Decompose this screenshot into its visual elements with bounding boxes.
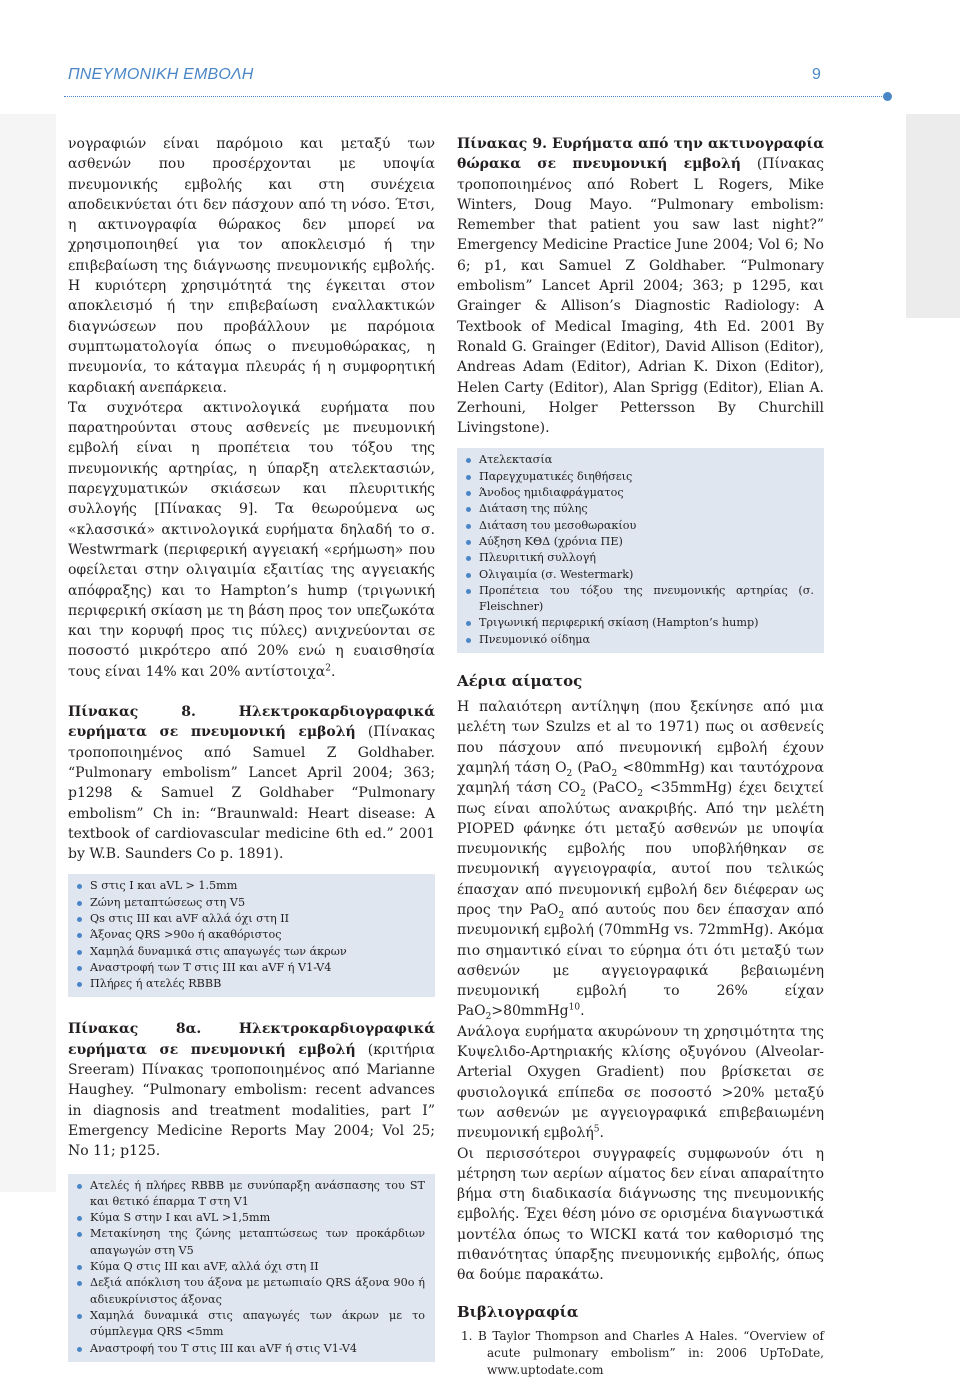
table-9-caption (457, 134, 824, 438)
list-item: Πλήρες ή ατελές RBBB (68, 976, 435, 992)
table-8a-caption (68, 1019, 435, 1161)
table-8-list (68, 874, 435, 997)
right-margin-band (906, 114, 960, 318)
list-item: Προπέτεια του τόξου της πνευμονικής αρτηρίας (σ. Fleischner) (457, 583, 824, 616)
list-item: Άξονας QRS >90ο ή ακαθόριστος (68, 927, 435, 943)
list-item: Τριγωνική περιφερική σκίαση (Hampton’s hump) (457, 615, 824, 631)
list-item: Χαμηλά δυναμικά στις απαγωγές των άκρων (68, 944, 435, 960)
reference-item: 1. B Taylor Thompson and Charles A Hales. “Overview of acute pulmonary embolism” in: 2006 UpToDate, www.uptodate.com (461, 1328, 824, 1377)
list-item: Διάταση του μεσοθωρακίου (457, 518, 824, 534)
list-item: S στις I και aVL > 1.5mm (68, 878, 435, 894)
table-8-source: (Πίνακας τροποποιημένος από Samuel Z Goldhaber. “Pulmonary embolism” Lancet April 2004; 363; p1298 & Samuel Z Goldhaber “Pulmonary embolism” Ch in: “Braunwald: Heart disease: A textbook of cardiovascular medicine 6th ed.” 2001 by W.B. Saunders Co p. 1891). (68, 724, 436, 863)
list-item: Μετακίνηση της ζώνης μεταπτώσεως των προκάρδιων απαγωγών στη V5 (68, 1226, 435, 1259)
list-item: Παρεγχυματικές διηθήσεις (457, 469, 824, 485)
list-item: Ατελές ή πλήρες RBBB με συνύπαρξη ανάσπασης του ST και θετικό έπαρμα T στη V1 (68, 1178, 435, 1211)
section-heading-bibliography: Βιβλιογραφία (457, 1302, 579, 1321)
list-item: Χαμηλά δυναμικά στις απαγωγές των άκρων με το σύμπλεγμα QRS <5mm (68, 1308, 435, 1341)
list-item: Κύμα S στην I και aVL >1,5mm (68, 1210, 435, 1226)
body-paragraph: Οι περισσότεροι συγγραφείς συμφωνούν ότι η μέτρηση των αερίων αίματος δεν είναι απαραίτητο βήμα στη διαδικασία διάγνωσης της πνευμονικής εμβολής. Έχει θέση μόνο σε ορισμένα διαγνωστικά μοντέλα όπως το WICKI κατά τον καθορισμό της πιθανότητας ύπαρξης πνευμονικής εμβολής, όπως θα δούμε παρακάτω. (457, 1145, 824, 1284)
header-rule (64, 96, 888, 97)
table-8-label: Πίνακας 8. Ηλεκτροκαρδιογραφικά ευρήματα σε πνευμονική εμβολή (68, 704, 435, 741)
list-item: Qs στις III και aVF αλλά όχι στη II (68, 911, 435, 927)
table-8-caption (68, 702, 435, 864)
list-item: Πλευριτική συλλογή (457, 550, 824, 566)
list-item: Ζώνη μεταπτώσεως στη V5 (68, 895, 435, 911)
body-paragraph: νογραφιών είναι παρόμοιο και μεταξύ των ασθενών που προσέρχονται με υποψία πνευμονικής εμβολής και στη συνέχεια αποδεικνύεται ότι δεν πάσχουν από τη νόσο. Έτσι, η ακτινογραφία θώρακος δεν μπορεί να χρησιμοποιηθεί για τον αποκλεισμό ή την επιβεβαίωση της διάγνωσης πνευμονικής εμβολής. Η κυριότερη χρησιμότητά της έγκειται στον αποκλεισμό ή την επιβεβαίωση εναλλακτικών διαγνώσεων που προβάλλουν με παρόμοια συμπτωματολογία όπως ο πνευμοθώρακας, η πνευμονία, το κάταγμα πλευράς ή η συμφορητική καρδιακή ανεπάρκεια. (68, 136, 435, 396)
table-8a-label: Πίνακας 8α. Ηλεκτροκαρδιογραφικά ευρήματα σε πνευμονική εμβολή (68, 1021, 435, 1058)
page-number: 9 (812, 66, 821, 83)
left-column (68, 134, 435, 1362)
list-item: Δεξιά απόκλιση του άξονα με μετωπιαίο QRS άξονα 90ο ή αδιευκρίνιστος άξονας (68, 1275, 435, 1308)
section-heading-blood-gas: Αέρια αίματος (457, 672, 583, 691)
list-item: Ατελεκτασία (457, 452, 824, 468)
body-paragraph: Τα συχνότερα ακτινολογικά ευρήματα που παρατηρούνται στους ασθενείς με πνευμονική εμβολή είναι η προπέτεια του τόξου της πνευμονικής αρτηρίας, η ύπαρξη ατελεκτασιών, παρεγχυματικών σκιάσεων και πλευριτικής συλλογής [Πίνακας 9]. Τα θεωρούμενα ως «κλασσικά» ακτινολογικά ευρήματα δηλαδή το σ. Westwrmark (περιφερική αγγειακή «ερήμωση» που οφείλεται στην ολιγαιμία εξαιτίας της αγγειακής απόφραξης) και το Hampton’s hump (τριγωνική περιφερική σκίαση με τη βάση προς τον υπεζωκότα και την κορυφή προς τις πύλες) ανιχνεύονται σε ποσοστό μικρότερο από 20% ενώ η ευαισθησία τους είναι 14% και 20% αντίστοιχα$^2$. (68, 399, 435, 680)
list-item: Άνοδος ημιδιαφράγματος (457, 485, 824, 501)
table-9-label: Πίνακας 9. Ευρήματα από την ακτινογραφία θώρακα σε πνευμονική εμβολή (457, 136, 824, 173)
body-paragraph: Η παλαιότερη αντίληψη (που ξεκίνησε από μια μελέτη των Szulzs et al το 1971) πως οι ασθενείς που πάσχουν από πνευμονική εμβολή έχουν χαμηλή τάση $O_2$ (PaO$_2$ <80mmHg) και ταυτόχρονα χαμηλή τάση $CO_2$ (PaCO$_2$ <35mmHg) έχει δειχτεί πως είναι απολύτως ανακριβής. Από την μελέτη PIOPED φάνηκε ότι μεταξύ ασθενών με υποψία πνευμονικής εμβολής που υποβλήθηκαν σε πνευμονική αγγειογραφία, αυτοί που τελικώς έπασχαν από πνευμονική εμβολή δεν διέφεραν ως προς την PaO$_2$ από αυτούς που δεν έπασχαν από πνευμονική εμβολή (70mmHg vs. 72mmHg). Ακόμα πιο σημαντικό είναι το εύρημα ότι ότι μεταξύ των ασθενών με αγγειογραφικά βεβαιωμένη πνευμονική εμβολή το 26% είχαν PaO$_2$>80mmHg$^{10}$. (457, 699, 824, 1023)
list-item: Αύξηση ΚΘΔ (χρόνια ΠΕ) (457, 534, 824, 550)
table-9-source: (Πίνακας τροποποιημένος από Robert L Rogers, Mike Winters, Doug Mayo. “Pulmonary embolism: Remember that patient you saw last night?” Emergency Medicine Practice June 2004; Vol 6; No 6; p1, και Samuel Z Goldhaber. “Pulmonary embolism” Lancet April 2004; 363; p 1295, και Grainger & Allison’s Diagnostic Radiology: A Textbook of Medical Imaging, 4th Ed. 2001 By Ronald G. Grainger (Editor), David Allison (Editor), Andreas Adam (Editor), Adrian K. Dixon (Editor), Helen Carty (Editor), Alan Sprigg (Editor), Elian A. Zerhouni, Holger Pettersson By Churchill Livingstone). (457, 156, 824, 437)
header-rule-dot (883, 92, 892, 101)
left-margin-band (0, 114, 56, 1192)
list-item: Διάταση της πύλης (457, 501, 824, 517)
list-item: Πνευμονικό οίδημα (457, 632, 824, 648)
table-8a-list (68, 1174, 435, 1362)
list-item: Αναστροφή των T στις III και aVF ή V1-V4 (68, 960, 435, 976)
list-item: Κύμα Q στις III και aVF, αλλά όχι στη II (68, 1259, 435, 1275)
table-9-list (457, 448, 824, 653)
body-paragraph: Ανάλογα ευρήματα ακυρώνουν τη χρησιμότητα της Κυψελιδο-Αρτηριακής κλίσης οξυγόνου (Alveolar-Arterial Oxygen Gradient) που βρίσκεται σε φυσιολογικά επίπεδα σε ποσοστό >20% μεταξύ των ασθενών με αγγειογραφικά επιβεβαιωμένη πνευμονική εμβολή$^5$. (457, 1023, 824, 1142)
running-header-title: ΠΝΕΥΜΟΝΙΚΗ ΕΜΒΟΛΗ (68, 66, 254, 83)
list-item: Αναστροφή του T στις III και aVF ή στις V1-V4 (68, 1341, 435, 1357)
list-item: Ολιγαιμία (σ. Westermark) (457, 567, 824, 583)
table-8a-source: (κριτήρια Sreeram) Πίνακας τροποποιημένος από Marianne Haughey. “Pulmonary embolism: recent advances in diagnosis and treatment modalities, part I” Emergency Medicine Reports May 2004; Vol 25; No 11; p125. (68, 1041, 435, 1160)
